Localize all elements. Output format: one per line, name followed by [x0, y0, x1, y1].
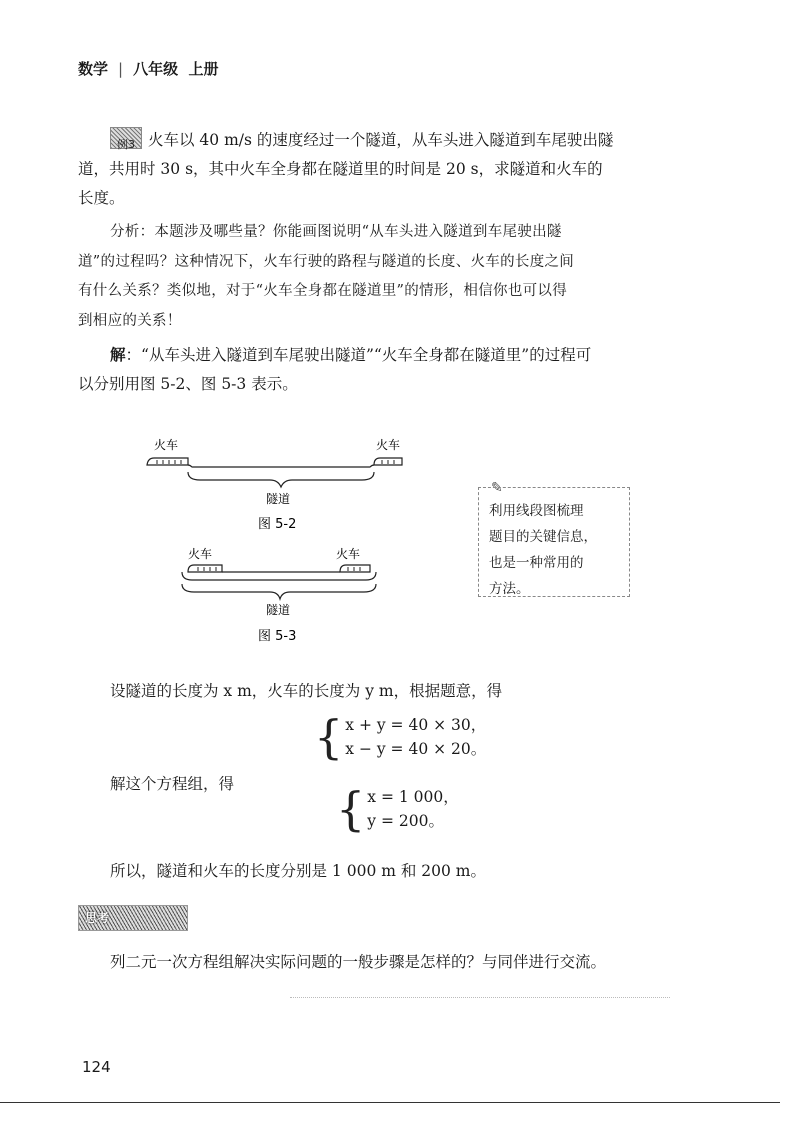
- think-tag-label: 思考: [85, 911, 110, 925]
- solution-line-2: 以分别用图 5-2、图 5-3 表示。: [78, 375, 298, 393]
- header-volume: 上册: [188, 60, 219, 78]
- conclusion-line: 所以，隧道和火车的长度分别是 1 000 m 和 200 m。: [110, 862, 486, 880]
- fig52-tunnel-label: 隧道: [266, 492, 291, 506]
- system-eq-2: x − y = 40 × 20。: [345, 740, 487, 758]
- fig52-caption: 图 5-2: [258, 517, 297, 532]
- analysis-line-3: 有什么关系？类似地，对于“火车全身都在隧道里”的情形，相信你也可以得: [78, 283, 568, 299]
- example-text-1: 火车以 40 m/s 的速度经过一个隧道，从车头进入隧道到车尾驶出隧: [148, 131, 614, 149]
- fig52-train-right: [374, 458, 402, 465]
- fig53-train-right: [340, 565, 370, 572]
- example-line-1: [78, 126, 718, 155]
- fig52-train-left: [147, 458, 188, 465]
- analysis-block: [78, 218, 728, 336]
- solve-label: 解这个方程组，得: [110, 775, 235, 793]
- fig53-caption: 图 5-3: [258, 629, 297, 644]
- example-stamp-icon: 例3: [110, 127, 142, 149]
- think-tag-icon: [78, 905, 188, 931]
- result-brace: {: [336, 782, 366, 836]
- fig53-train-left: [188, 565, 222, 572]
- fig53-tunnel-label: 隧道: [266, 603, 291, 617]
- think-question: 列二元一次方程组解决实际问题的一般步骤是怎样的？与同伴进行交流。: [110, 953, 607, 971]
- analysis-line-1: 分析：本题涉及哪些量？你能画图说明“从车头进入隧道到车尾驶出隧: [110, 224, 562, 240]
- solution-text-1: ：“从车头进入隧道到车尾驶出隧道”“火车全身都在隧道里”的过程可: [125, 346, 592, 364]
- bottom-rule: [0, 1102, 780, 1103]
- equation-system: [314, 710, 487, 764]
- fig53-train-right-label: 火车: [336, 547, 361, 561]
- fig52-brace: [188, 472, 374, 487]
- system-brace: {: [314, 710, 344, 764]
- header-subject: 数学: [78, 60, 109, 78]
- header-separator: |: [118, 60, 124, 78]
- solution-intro: [78, 340, 728, 399]
- example-line-2: 道，共用时 30 s，其中火车全身都在隧道里的时间是 20 s，求隧道和火车的: [78, 160, 603, 178]
- example-problem: [78, 126, 718, 213]
- setup-line: 设隧道的长度为 x m，火车的长度为 y m，根据题意，得: [110, 682, 503, 700]
- analysis-line-2: 道”的过程吗？这种情况下，火车行驶的路程与隧道的长度、火车的长度之间: [78, 253, 575, 270]
- note-line-1: 利用线段图梳理: [489, 503, 584, 519]
- note-line-2: 题目的关键信息，: [489, 529, 597, 545]
- system-eq-1: x + y = 40 × 30，: [345, 716, 487, 734]
- fig52-train-left-label: 火车: [154, 438, 179, 452]
- fig52-train-right-label: 火车: [376, 438, 401, 452]
- note-line-4: 方法。: [489, 581, 530, 597]
- example-line-3: 长度。: [78, 189, 125, 207]
- solution-label: 解: [110, 345, 126, 364]
- solution-line-1: [78, 340, 728, 370]
- fig53-brace: [182, 584, 376, 599]
- page-header: [78, 58, 219, 79]
- page-number: 124: [82, 1058, 111, 1076]
- fig53-tunnel-top: [182, 572, 376, 580]
- side-note: [478, 487, 630, 597]
- fig53-train-left-label: 火车: [188, 547, 213, 561]
- fig52-tunnel-line: [188, 465, 374, 467]
- figure-5-2: [140, 430, 420, 540]
- result-eq-1: x = 1 000，: [367, 788, 459, 806]
- scan-noise-line: [290, 997, 670, 999]
- result-eq-2: y = 200。: [367, 812, 444, 830]
- figure-5-3: [170, 542, 400, 652]
- analysis-line-4: 到相应的关系！: [78, 312, 182, 329]
- pencil-icon: ✎: [491, 480, 503, 496]
- note-line-3: 也是一种常用的: [489, 555, 584, 571]
- result-system: [336, 782, 459, 836]
- header-grade: 八年级: [133, 60, 179, 78]
